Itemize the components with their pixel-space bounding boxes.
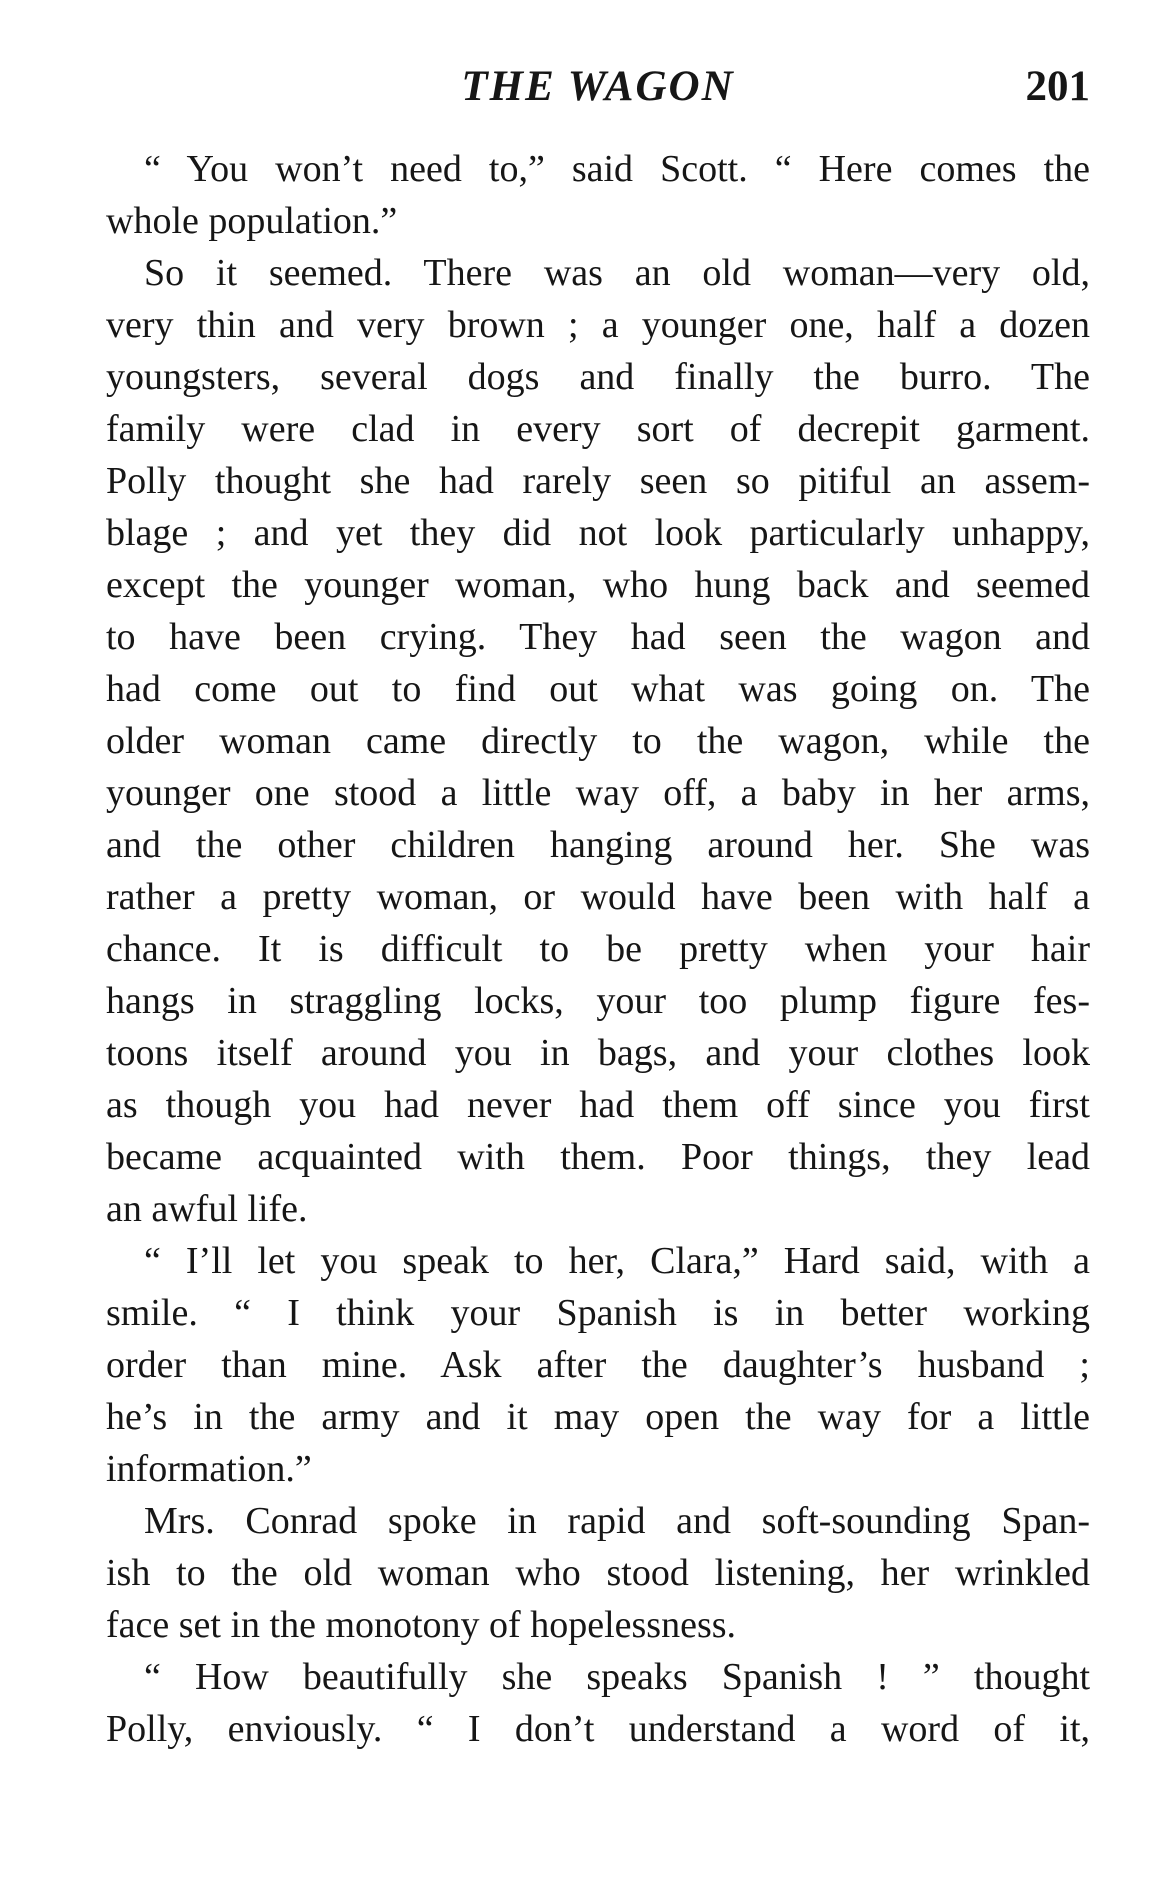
text-line: rather a pretty woman, or would have been with half a — [106, 876, 1090, 918]
text-line: ish to the old woman who stood listening, her wrinkled — [106, 1552, 1090, 1594]
text-line: hangs in straggling locks, your too plump figure fes- — [106, 980, 1090, 1022]
text-line: “ How beautifully she speaks Spanish ! ” thought — [144, 1656, 1090, 1698]
text-line: Mrs. Conrad spoke in rapid and soft-sounding Span- — [144, 1500, 1090, 1542]
text-line: smile. “ I think your Spanish is in better working — [106, 1292, 1090, 1334]
text-line: younger one stood a little way off, a baby in her arms, — [106, 772, 1090, 814]
running-head — [106, 62, 1090, 122]
text-line: “ I’ll let you speak to her, Clara,” Hard said, with a — [144, 1240, 1090, 1282]
text-line: had come out to find out what was going on. The — [106, 668, 1090, 710]
text-line: very thin and very brown ; a younger one, half a dozen — [106, 304, 1090, 346]
text-line: youngsters, several dogs and finally the burro. The — [106, 356, 1090, 398]
text-line: Polly, enviously. “ I don’t understand a word of it, — [106, 1708, 1090, 1750]
text-line: face set in the monotony of hopelessness. — [106, 1604, 737, 1646]
text-line: toons itself around you in bags, and your clothes look — [106, 1032, 1090, 1074]
body-text — [106, 143, 1090, 1755]
page-number: 201 — [1025, 63, 1090, 110]
text-line: to have been crying. They had seen the wagon and — [106, 616, 1090, 658]
text-line: chance. It is difficult to be pretty when your hair — [106, 928, 1090, 970]
text-line: he’s in the army and it may open the way for a little — [106, 1396, 1090, 1438]
text-line: an awful life. — [106, 1188, 308, 1230]
text-line: order than mine. Ask after the daughter’s husband ; — [106, 1344, 1090, 1386]
text-line: except the younger woman, who hung back and seemed — [106, 564, 1090, 606]
text-line: information.” — [106, 1448, 312, 1490]
text-line: as though you had never had them off since you first — [106, 1084, 1090, 1126]
running-title: THE WAGON — [461, 63, 735, 110]
text-line: “ You won’t need to,” said Scott. “ Here comes the — [144, 148, 1090, 190]
text-line: So it seemed. There was an old woman—very old, — [144, 252, 1090, 294]
text-line: family were clad in every sort of decrepit garment. — [106, 408, 1090, 450]
text-line: blage ; and yet they did not look particularly unhappy, — [106, 512, 1090, 554]
text-line: older woman came directly to the wagon, while the — [106, 720, 1090, 762]
text-line: Polly thought she had rarely seen so pitiful an assem- — [106, 460, 1090, 502]
text-line: and the other children hanging around her. She was — [106, 824, 1090, 866]
text-line: whole population.” — [106, 200, 398, 242]
text-line: became acquainted with them. Poor things, they lead — [106, 1136, 1090, 1178]
